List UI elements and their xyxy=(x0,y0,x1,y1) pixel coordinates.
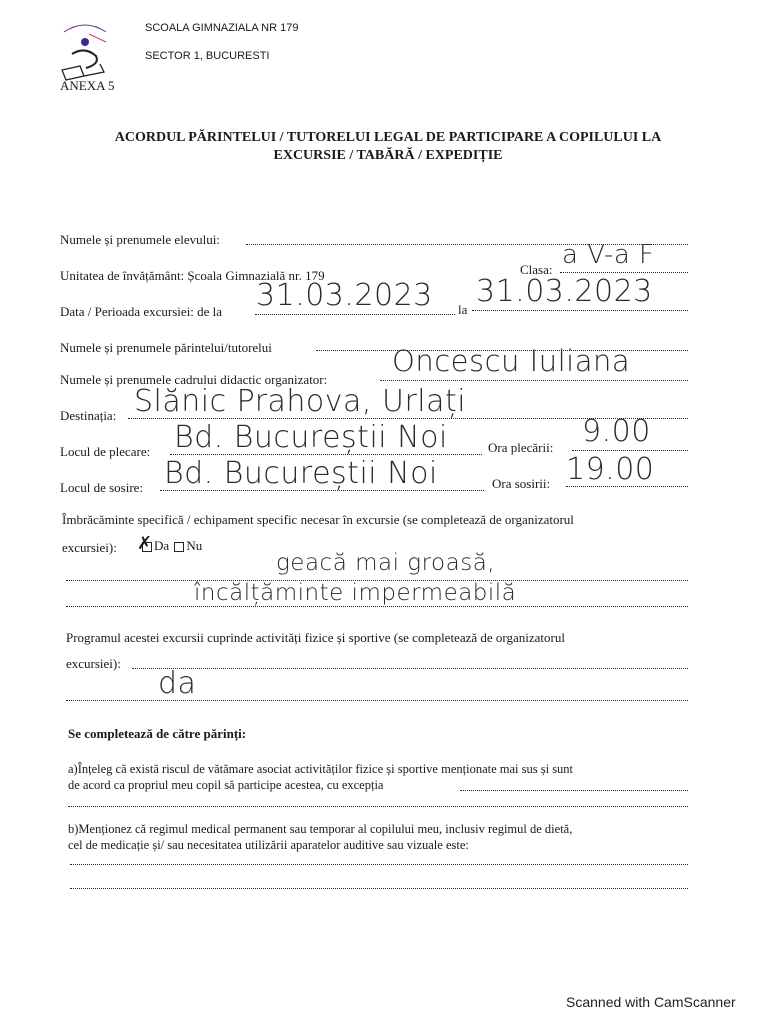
parents-a-line-extra[interactable] xyxy=(68,806,688,807)
unit-label: Unitatea de învățământ: Școala Gimnazială nr. 179 xyxy=(60,268,325,283)
departure-time-label: Ora plecării: xyxy=(488,440,554,455)
class-value[interactable]: a V-a F xyxy=(562,240,655,270)
teacher-value[interactable]: Oncescu Iuliana xyxy=(392,344,631,378)
clothing-label-cont: excursiei): xyxy=(62,540,117,555)
destination-value[interactable]: Slănic Prahova, Urlați xyxy=(134,384,467,419)
arrival-label: Locul de sosire: xyxy=(60,480,144,495)
school-logo xyxy=(56,24,114,82)
program-value[interactable]: da xyxy=(158,666,197,701)
program-label-cont: excursiei): xyxy=(66,656,121,671)
parents-heading: Se completează de către părinți: xyxy=(68,726,247,741)
departure-time-line xyxy=(572,450,688,451)
clothing-line-2 xyxy=(66,606,688,607)
clothing-value-1[interactable]: geacă mai groasă, xyxy=(276,550,496,576)
parents-b-line-1[interactable] xyxy=(70,864,688,865)
parents-a-line-fill[interactable] xyxy=(460,790,688,791)
clothing-da-option[interactable] xyxy=(137,533,203,554)
parents-b-line2: cel de medicație și/ sau necesitatea utilizării aparatelor auditive sau vizuale este: xyxy=(68,838,469,852)
period-label: Data / Perioada excursiei: de la xyxy=(60,304,223,319)
student-name-label: Numele și prenumele elevului: xyxy=(60,232,220,247)
clothing-da-label: Da xyxy=(154,538,170,553)
parent-name-label: Numele și prenumele părintelui/tutorelui xyxy=(60,340,272,355)
parents-b-line1: b)Menționez că regimul medical permanent sau temporar al copilului meu, inclusiv regimul de dietă, xyxy=(68,822,573,836)
program-label: Programul acestei excursii cuprinde activități fizice și sportive (se completează de organizatorul xyxy=(66,630,565,645)
school-sector: SECTOR 1, BUCURESTI xyxy=(145,50,270,62)
clothing-value-2[interactable]: încălțăminte impermeabilă xyxy=(194,580,517,606)
check-mark-icon: ✗ xyxy=(137,533,153,553)
departure-time-value[interactable]: 9.00 xyxy=(582,414,651,449)
camscanner-watermark: Scanned with CamScanner xyxy=(566,994,736,1010)
parents-a-line1: a)Înțeleg că există riscul de vătămare asociat activităților fizice și sportive menționate mai sus și sunt xyxy=(68,762,574,776)
departure-label: Locul de plecare: xyxy=(60,444,151,459)
departure-value[interactable]: Bd. Bucureștii Noi xyxy=(174,420,448,455)
period-from-line xyxy=(255,314,455,315)
arrival-time-label: Ora sosirii: xyxy=(492,476,551,491)
arrival-value[interactable]: Bd. Bucureștii Noi xyxy=(164,456,438,491)
parents-a-line2: de acord ca propriul meu copil să participe acestea, cu excepția xyxy=(68,778,384,792)
period-to-line xyxy=(472,310,688,311)
program-line-1 xyxy=(132,668,688,669)
period-to-value[interactable]: 31.03.2023 xyxy=(476,274,653,309)
teacher-line xyxy=(380,380,688,381)
clothing-label: Îmbrăcăminte specifică / echipament specific necesar în excursie (se completează de organizatorul xyxy=(62,512,574,527)
period-mid-label: la xyxy=(458,302,468,317)
checkbox-nu[interactable] xyxy=(174,542,184,552)
destination-label: Destinația: xyxy=(60,408,117,423)
period-from-value[interactable]: 31.03.2023 xyxy=(256,278,433,313)
school-name: SCOALA GIMNAZIALA NR 179 xyxy=(145,22,299,34)
clothing-nu-label: Nu xyxy=(186,538,203,553)
annex-label: ANEXA 5 xyxy=(60,78,115,93)
form-title-line1: ACORDUL PĂRINTELUI / TUTORELUI LEGAL DE PARTICIPARE A COPILULUI LA xyxy=(114,130,662,145)
parents-b-line-2[interactable] xyxy=(70,888,688,889)
arrival-time-value[interactable]: 19.00 xyxy=(566,452,655,487)
class-line xyxy=(560,272,688,273)
class-label: Clasa: xyxy=(520,262,553,277)
teacher-label: Numele și prenumele cadrului didactic organizator: xyxy=(60,372,328,387)
form-title-line2: EXCURSIE / TABĂRĂ / EXPEDIȚIE xyxy=(273,148,503,163)
